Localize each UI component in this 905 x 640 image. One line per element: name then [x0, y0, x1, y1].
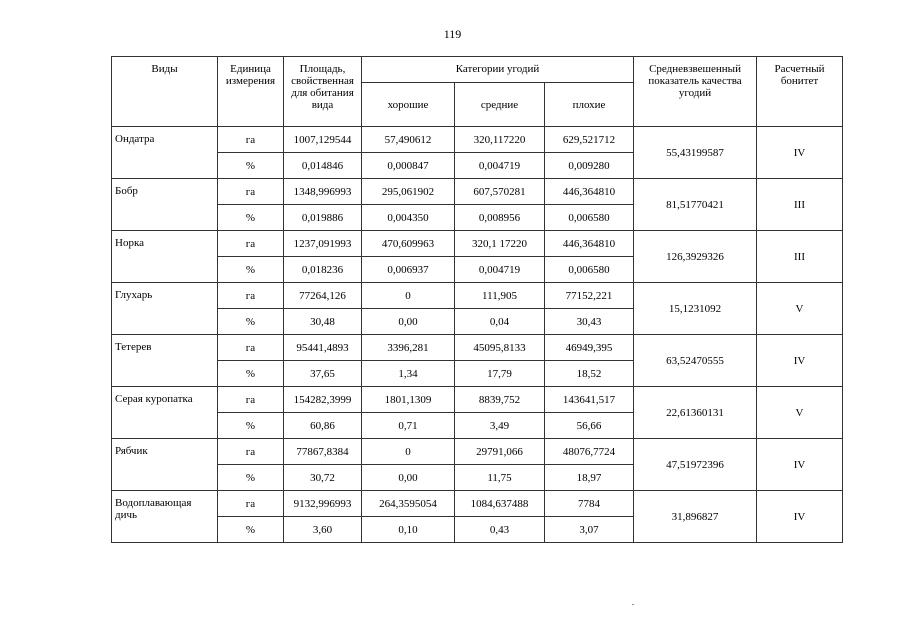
col-good: хорошие [362, 83, 455, 127]
cell-value: 29791,066 [455, 439, 545, 465]
species-name: Тетерев [112, 335, 218, 387]
table-row [112, 283, 843, 309]
cell-value: 320,117220 [455, 127, 545, 153]
cell-value: 295,061902 [362, 179, 455, 205]
bonitet-value: IV [757, 491, 843, 543]
cell-value: 0,018236 [284, 257, 362, 283]
cell-value: 143641,517 [545, 387, 634, 413]
quality-value: 63,52470555 [634, 335, 757, 387]
col-medium: средние [455, 83, 545, 127]
quality-value: 55,43199587 [634, 127, 757, 179]
cell-value: 8839,752 [455, 387, 545, 413]
cell-value: 607,570281 [455, 179, 545, 205]
cell-value: га [218, 439, 284, 465]
cell-value: 3,49 [455, 413, 545, 439]
cell-value: 446,364810 [545, 179, 634, 205]
cell-value: 56,66 [545, 413, 634, 439]
cell-value: 30,43 [545, 309, 634, 335]
cell-value: 111,905 [455, 283, 545, 309]
cell-value: 0,00 [362, 465, 455, 491]
cell-value: % [218, 205, 284, 231]
cell-value: 77264,126 [284, 283, 362, 309]
cell-value: 0,004719 [455, 153, 545, 179]
cell-value: 0 [362, 439, 455, 465]
cell-value: 7784 [545, 491, 634, 517]
species-name: Водоплавающая дичь [112, 491, 218, 543]
cell-value: 0,014846 [284, 153, 362, 179]
cell-value: 0,00 [362, 309, 455, 335]
table-row [112, 179, 843, 205]
col-area: Площадь, свойственная для обитания вида [284, 57, 362, 127]
quality-value: 81,51770421 [634, 179, 757, 231]
bonitet-value: V [757, 283, 843, 335]
table-row [112, 387, 843, 413]
cell-value: % [218, 309, 284, 335]
cell-value: 77867,8384 [284, 439, 362, 465]
col-bonitet: Расчетный бонитет [757, 57, 843, 127]
col-quality: Средневзвешенный показатель качества угодий [634, 57, 757, 127]
cell-value: 1237,091993 [284, 231, 362, 257]
quality-value: 15,1231092 [634, 283, 757, 335]
cell-value: 0,009280 [545, 153, 634, 179]
cell-value: 48076,7724 [545, 439, 634, 465]
cell-value: 46949,395 [545, 335, 634, 361]
cell-value: 11,75 [455, 465, 545, 491]
col-species: Виды [112, 57, 218, 127]
page-number: 119 [443, 27, 462, 41]
cell-value: 1801,1309 [362, 387, 455, 413]
cell-value: 0,71 [362, 413, 455, 439]
bonitet-value: IV [757, 127, 843, 179]
col-unit: Единица измерения [218, 57, 284, 127]
species-name: Рябчик [112, 439, 218, 491]
cell-value: 77152,221 [545, 283, 634, 309]
cell-value: % [218, 361, 284, 387]
bonitet-value: III [757, 231, 843, 283]
cell-value: га [218, 179, 284, 205]
bonitet-value: V [757, 387, 843, 439]
quality-value: 126,3929326 [634, 231, 757, 283]
cell-value: 0,004350 [362, 205, 455, 231]
habitat-quality-table [111, 56, 843, 543]
cell-value: 57,490612 [362, 127, 455, 153]
table-row [112, 335, 843, 361]
cell-value: 3396,281 [362, 335, 455, 361]
cell-value: 95441,4893 [284, 335, 362, 361]
cell-value: 446,364810 [545, 231, 634, 257]
cell-value: 470,609963 [362, 231, 455, 257]
quality-value: 22,61360131 [634, 387, 757, 439]
table-row [112, 439, 843, 465]
cell-value: 1348,996993 [284, 179, 362, 205]
bonitet-value: IV [757, 439, 843, 491]
cell-value: 0,019886 [284, 205, 362, 231]
cell-value: 3,07 [545, 517, 634, 543]
cell-value: 30,48 [284, 309, 362, 335]
cell-value: 9132,996993 [284, 491, 362, 517]
cell-value: 0,10 [362, 517, 455, 543]
cell-value: % [218, 413, 284, 439]
cell-value: 18,97 [545, 465, 634, 491]
cell-value: 37,65 [284, 361, 362, 387]
cell-value: 1,34 [362, 361, 455, 387]
table-row [112, 491, 843, 517]
species-name: Норка [112, 231, 218, 283]
cell-value: 1084,637488 [455, 491, 545, 517]
cell-value: га [218, 231, 284, 257]
cell-value: га [218, 335, 284, 361]
cell-value: % [218, 257, 284, 283]
cell-value: 3,60 [284, 517, 362, 543]
col-categories: Категории угодий [362, 57, 634, 83]
cell-value: 0,006937 [362, 257, 455, 283]
species-name: Глухарь [112, 283, 218, 335]
bonitet-value: IV [757, 335, 843, 387]
cell-value: 0 [362, 283, 455, 309]
cell-value: 45095,8133 [455, 335, 545, 361]
cell-value: га [218, 387, 284, 413]
bonitet-value: III [757, 179, 843, 231]
scan-speck [632, 604, 634, 605]
quality-value: 47,51972396 [634, 439, 757, 491]
cell-value: 0,006580 [545, 205, 634, 231]
cell-value: % [218, 153, 284, 179]
cell-value: 154282,3999 [284, 387, 362, 413]
cell-value: 60,86 [284, 413, 362, 439]
cell-value: 0,000847 [362, 153, 455, 179]
cell-value: 264,3595054 [362, 491, 455, 517]
cell-value: 629,521712 [545, 127, 634, 153]
table-row [112, 231, 843, 257]
cell-value: 0,006580 [545, 257, 634, 283]
cell-value: га [218, 283, 284, 309]
quality-value: 31,896827 [634, 491, 757, 543]
cell-value: 0,008956 [455, 205, 545, 231]
species-name: Ондатра [112, 127, 218, 179]
cell-value: 0,004719 [455, 257, 545, 283]
table-row [112, 127, 843, 153]
cell-value: % [218, 465, 284, 491]
cell-value: 30,72 [284, 465, 362, 491]
cell-value: га [218, 491, 284, 517]
cell-value: 17,79 [455, 361, 545, 387]
cell-value: га [218, 127, 284, 153]
cell-value: 1007,129544 [284, 127, 362, 153]
cell-value: 0,04 [455, 309, 545, 335]
species-name: Бобр [112, 179, 218, 231]
cell-value: 18,52 [545, 361, 634, 387]
cell-value: 320,1 17220 [455, 231, 545, 257]
table-body [112, 127, 843, 543]
species-name: Серая куропатка [112, 387, 218, 439]
col-poor: плохие [545, 83, 634, 127]
cell-value: 0,43 [455, 517, 545, 543]
cell-value: % [218, 517, 284, 543]
